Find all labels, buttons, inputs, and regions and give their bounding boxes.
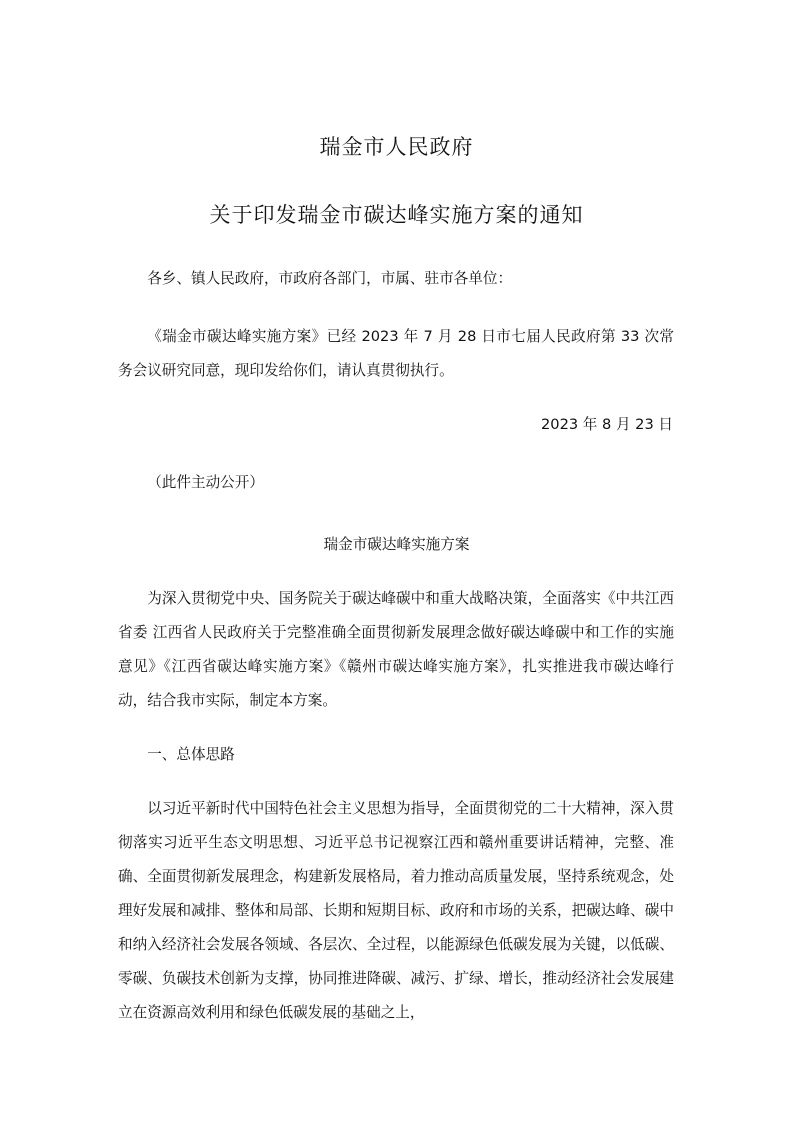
issue-date: 2023 年 8 月 23 日: [541, 416, 673, 433]
addressee-line: 各乡、镇人民政府，市政府各部门，市属、驻市各单位：: [147, 270, 513, 287]
section-heading-overall-approach: 一、总体思路: [147, 746, 235, 763]
disclosure-note: （此件主动公开）: [147, 474, 264, 491]
notice-body: 《瑞金市碳达峰实施方案》已经 2023 年 7 月 28 日市七届人民政府第 33 次常务会议研究同意，现印发给你们，请认真贯彻执行。: [118, 328, 674, 379]
plan-intro-paragraph: 为深入贯彻党中央、国务院关于碳达峰碳中和重大战略决策，全面落实《中共江西省委 江西省人民政府关于完整准确全面贯彻新发展理念做好碳达峰碳中和工作的实施意见》《江西省碳达峰实施方案》《赣州市碳达峰实施方案》，扎实推进我市碳达峰行动，结合我市实际，制定本方案。: [118, 590, 674, 709]
notice-title: 关于印发瑞金市碳达峰实施方案的通知: [209, 203, 584, 227]
section-body-overall-approach: 以习近平新时代中国特色社会主义思想为指导，全面贯彻党的二十大精神，深入贯彻落实习近平生态文明思想、习近平总书记视察江西和赣州重要讲话精神，完整、准确、全面贯彻新发展理念，构建新发展格局，着力推动高质量发展，坚持系统观念，处理好发展和减排、整体和局部、长期和短期目标、政府和市场的关系，把碳达峰、碳中和纳入经济社会发展各领域、各层次、全过程，以能源绿色低碳发展为关键，以低碳、零碳、负碳技术创新为支撑，协同推进降碳、减污、扩绿、增长，推动经济社会发展建立在资源高效利用和绿色低碳发展的基础之上，: [118, 800, 674, 1021]
issuing-authority-title: 瑞金市人民政府: [319, 135, 474, 159]
plan-title: 瑞金市碳达峰实施方案: [323, 536, 470, 553]
